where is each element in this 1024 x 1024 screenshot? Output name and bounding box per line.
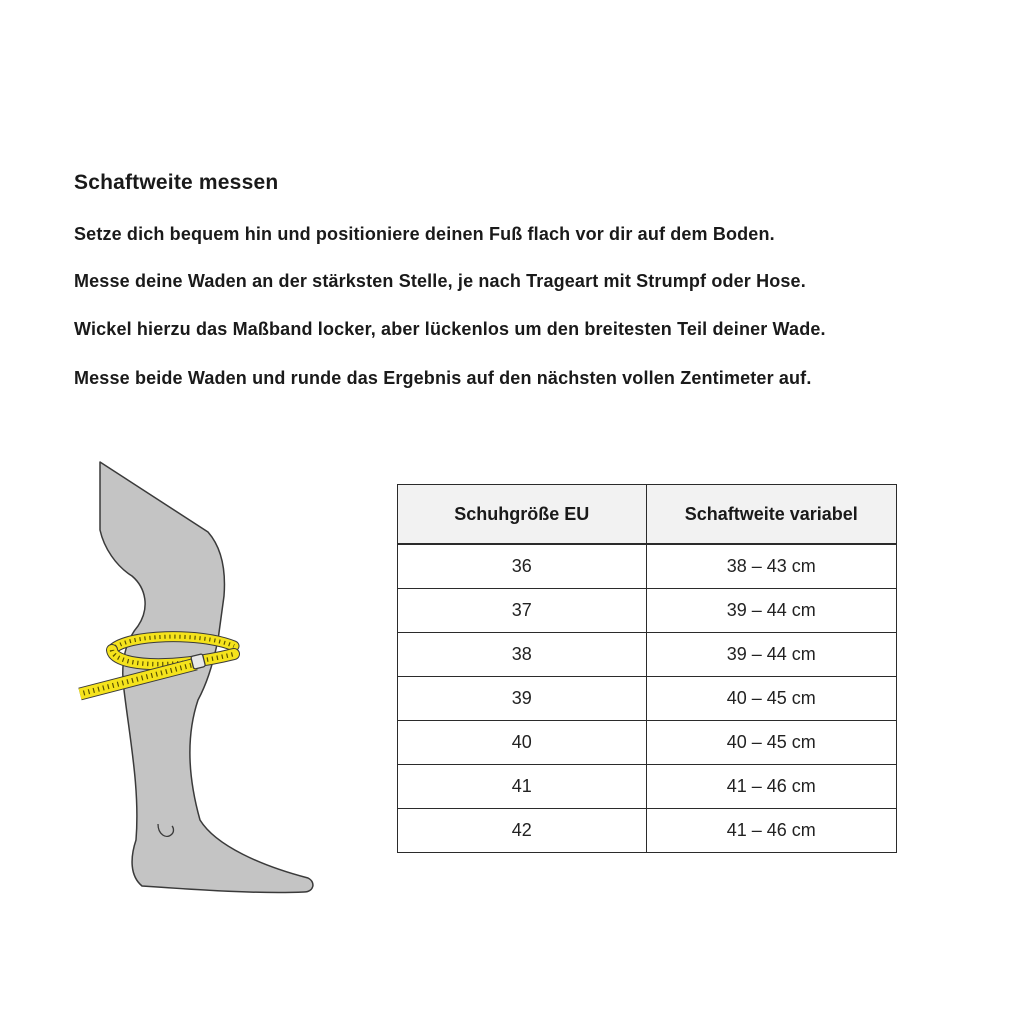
instruction-line: Setze dich bequem hin und positioniere deinen Fuß flach vor dir auf dem Boden.	[74, 224, 775, 244]
shoe-size-cell: 41	[398, 765, 647, 809]
shoe-size-cell: 40	[398, 721, 647, 765]
instruction-line: Messe beide Waden und runde das Ergebnis auf den nächsten vollen Zentimeter auf.	[74, 368, 812, 388]
table-row	[398, 589, 897, 633]
table-row	[398, 765, 897, 809]
shaft-width-cell: 41 – 46 cm	[646, 765, 896, 809]
table-row	[398, 633, 897, 677]
shoe-size-cell: 39	[398, 677, 647, 721]
table-header-row	[398, 485, 897, 545]
shaft-width-cell: 38 – 43 cm	[646, 544, 896, 589]
table-row	[398, 809, 897, 853]
instruction-line: Wickel hierzu das Maßband locker, aber lückenlos um den breitesten Teil deiner Wade.	[74, 319, 826, 339]
shaft-width-cell: 41 – 46 cm	[646, 809, 896, 853]
shoe-size-cell: 36	[398, 544, 647, 589]
shaft-width-cell: 40 – 45 cm	[646, 677, 896, 721]
shaft-width-cell: 40 – 45 cm	[646, 721, 896, 765]
table-row	[398, 677, 897, 721]
shoe-size-cell: 37	[398, 589, 647, 633]
shoe-size-cell: 38	[398, 633, 647, 677]
column-header: Schuhgröße EU	[398, 485, 647, 545]
leg-with-measuring-tape-icon	[60, 450, 330, 910]
column-header: Schaftweite variabel	[646, 485, 896, 545]
page-title: Schaftweite messen	[74, 171, 279, 194]
shaft-width-cell: 39 – 44 cm	[646, 589, 896, 633]
instruction-line: Messe deine Waden an der stärksten Stelle, je nach Trageart mit Strumpf oder Hose.	[74, 271, 806, 291]
table-row	[398, 721, 897, 765]
table-row	[398, 544, 897, 589]
tape-tip	[191, 654, 206, 670]
size-table	[397, 484, 897, 853]
shaft-width-cell: 39 – 44 cm	[646, 633, 896, 677]
shoe-size-cell: 42	[398, 809, 647, 853]
